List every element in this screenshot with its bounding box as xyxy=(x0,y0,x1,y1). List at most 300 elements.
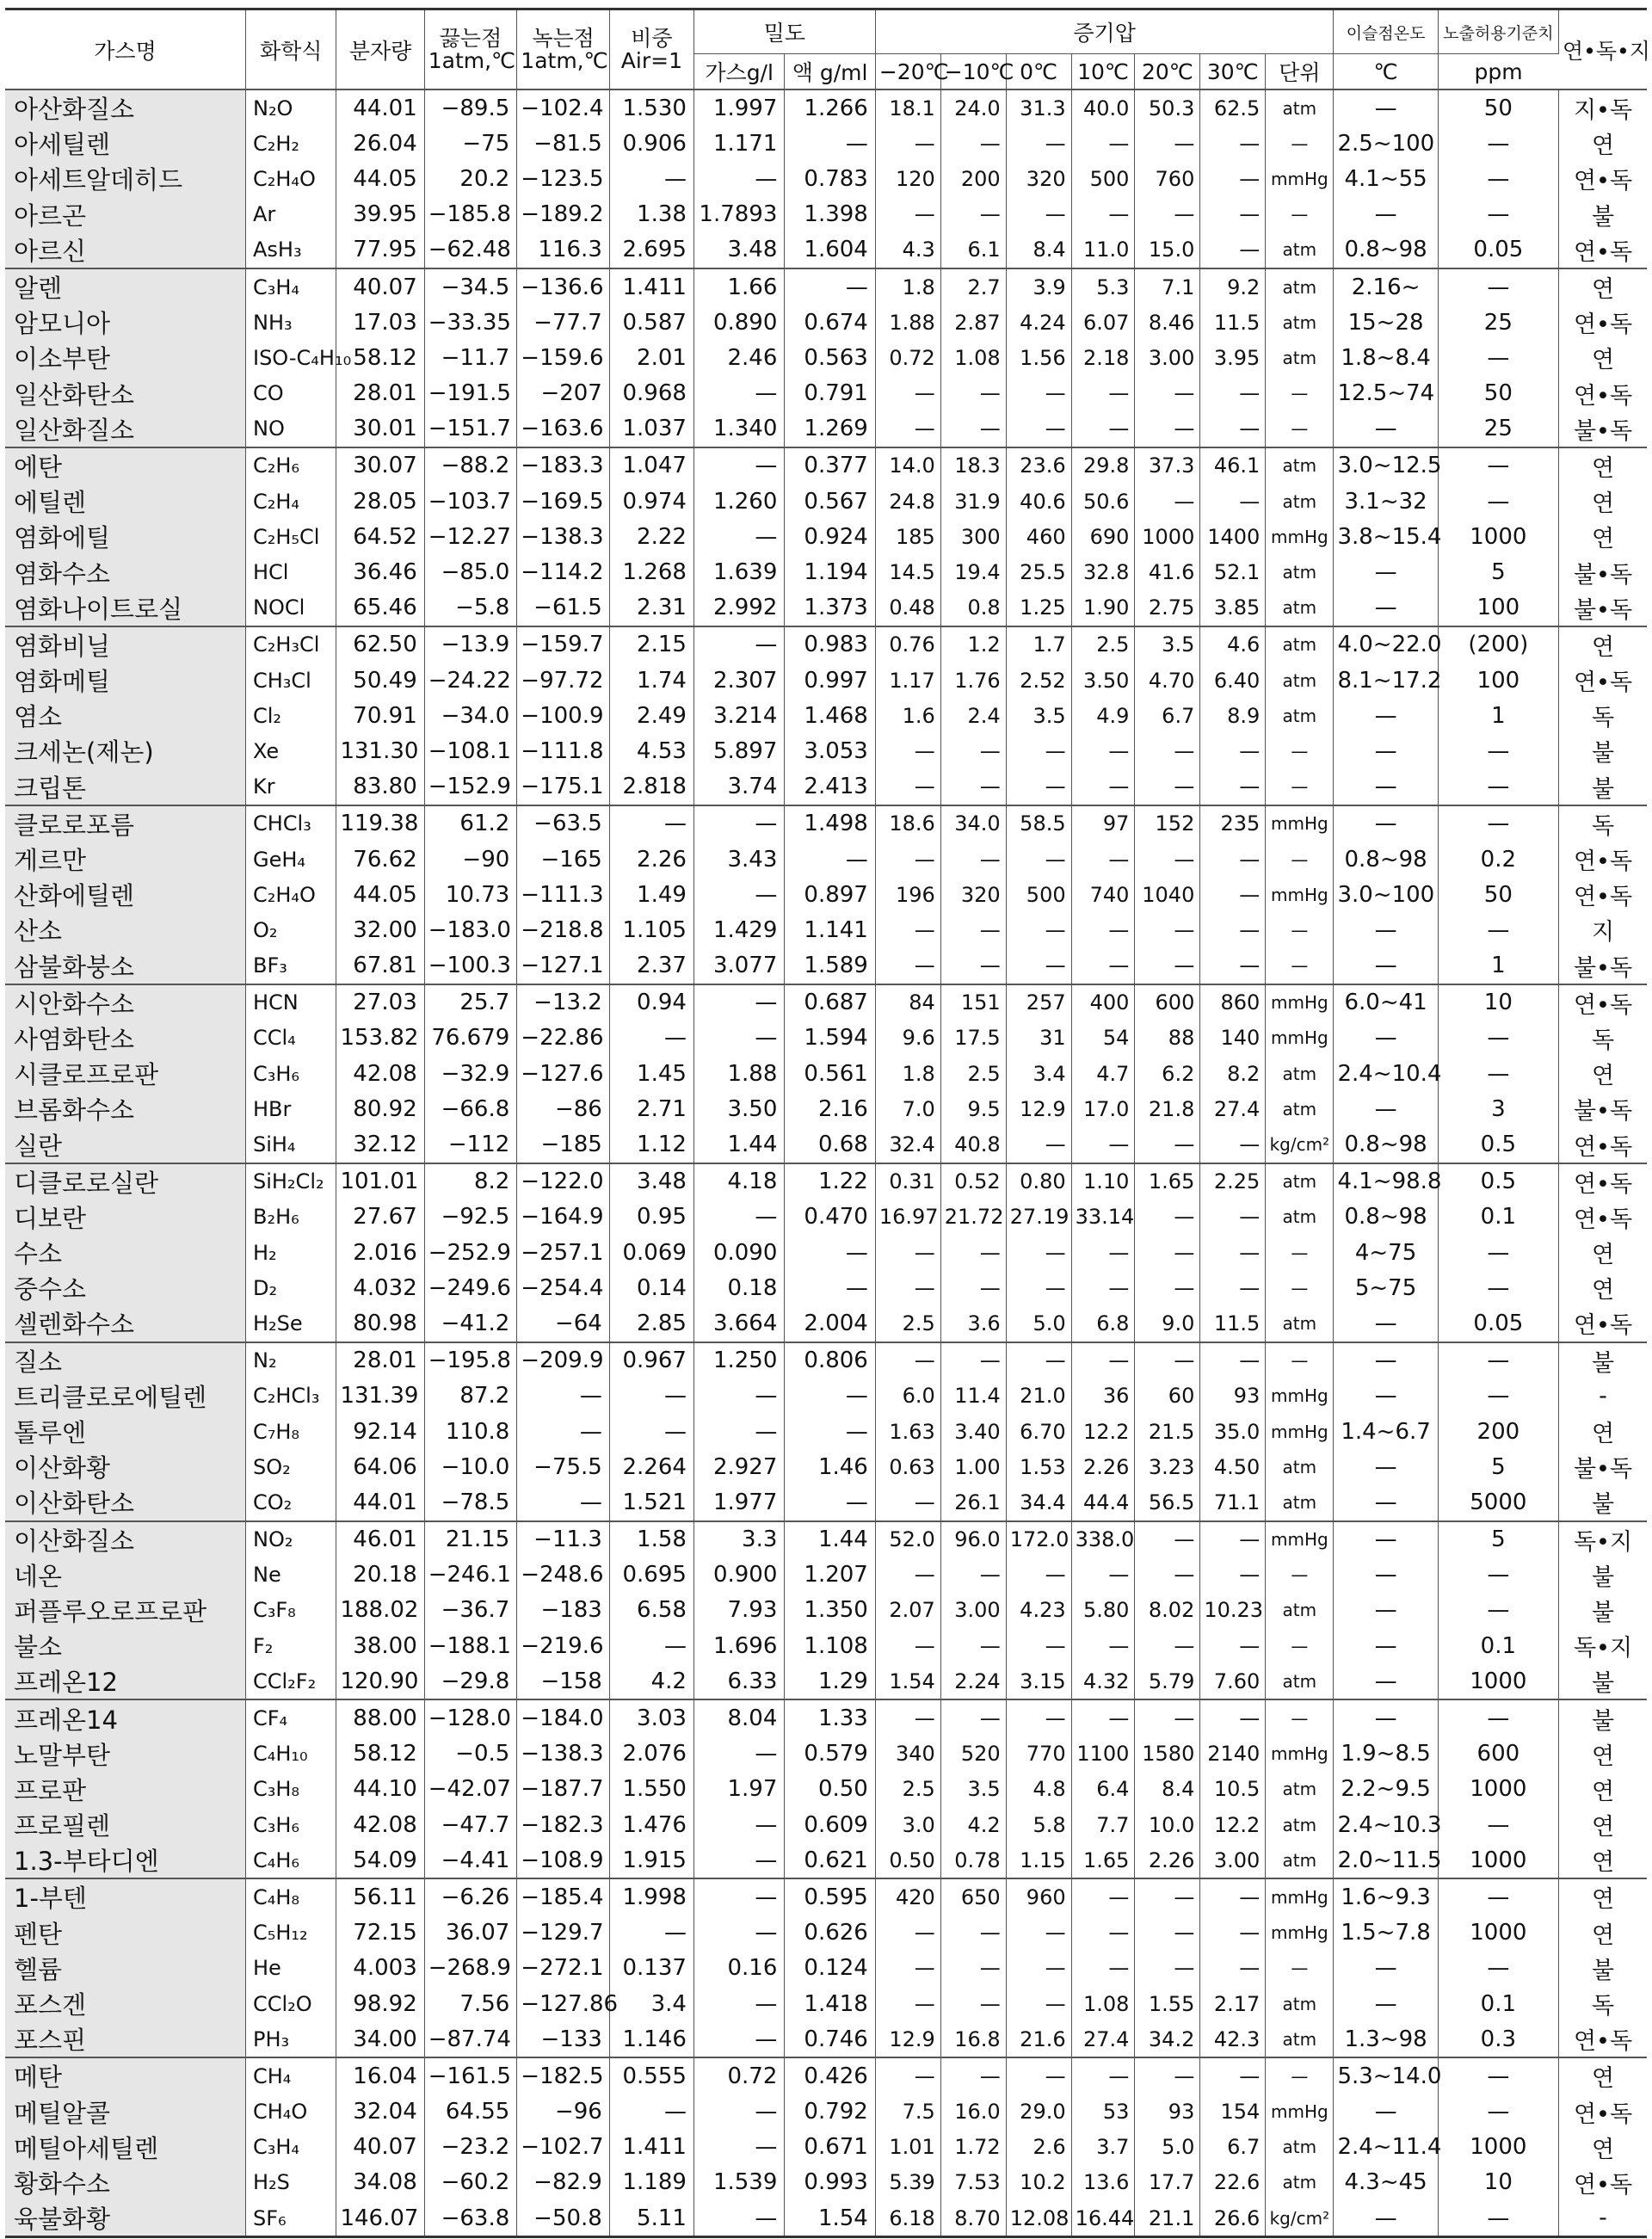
density-liquid-cell: — xyxy=(785,1379,875,1414)
vp-10-cell: 1.65 xyxy=(1071,1842,1135,1878)
exposure-limit-cell: 0.5 xyxy=(1438,1126,1558,1163)
density-liquid-cell: 1.44 xyxy=(785,1521,875,1557)
vp-10-cell: 740 xyxy=(1071,877,1135,912)
dew-point-cell: — xyxy=(1334,1951,1438,1986)
dew-point-cell: 0.8~98 xyxy=(1334,1200,1438,1235)
boiling-point-cell: 76.679 xyxy=(424,1021,517,1056)
vp-30-cell: 10.23 xyxy=(1200,1593,1266,1628)
melting-point-cell: −185.4 xyxy=(517,1878,610,1915)
vp-30-cell: 71.1 xyxy=(1200,1484,1266,1520)
vp-minus20-cell: 24.8 xyxy=(875,484,940,519)
vp-minus20-cell: 3.0 xyxy=(875,1807,940,1842)
vp-10-cell: 690 xyxy=(1071,519,1135,554)
vp-20-cell: 15.0 xyxy=(1135,232,1200,268)
vp-minus20-cell: 7.5 xyxy=(875,2094,940,2130)
exposure-limit-cell: 5 xyxy=(1438,554,1558,589)
vp-20-cell: — xyxy=(1135,912,1200,947)
gas-name-cell: 포스겐 xyxy=(5,1986,245,2021)
dew-point-cell: — xyxy=(1334,733,1438,768)
formula-cell: Kr xyxy=(245,769,336,805)
molecular-weight-cell: 44.05 xyxy=(336,877,424,912)
vp-30-cell: 2.17 xyxy=(1200,1986,1266,2021)
exposure-limit-cell: — xyxy=(1438,1878,1558,1915)
dew-point-cell: 2.4~10.4 xyxy=(1334,1056,1438,1091)
vp-30-cell: 11.5 xyxy=(1200,1305,1266,1342)
table-row xyxy=(5,1091,1647,1126)
exposure-limit-cell: 100 xyxy=(1438,663,1558,698)
vp-10-cell: 500 xyxy=(1071,161,1135,196)
table-row xyxy=(5,842,1647,877)
vp-30-cell: — xyxy=(1200,232,1266,268)
specific-gravity-cell: 4.53 xyxy=(609,733,693,768)
dew-point-cell: 4.0~22.0 xyxy=(1334,626,1438,663)
gas-name-cell: 메틸알콜 xyxy=(5,2094,245,2130)
gas-name-cell: 아르곤 xyxy=(5,197,245,232)
melting-point-cell: −183.3 xyxy=(517,447,610,484)
melting-point-cell: −219.6 xyxy=(517,1628,610,1663)
classification-cell: 연•독 xyxy=(1573,311,1633,339)
vp-0-cell: 31 xyxy=(1006,1021,1071,1056)
melting-point-cell: 116.3 xyxy=(517,232,610,268)
vp-0-cell: 1.7 xyxy=(1006,626,1071,663)
vp-20-cell: 1.55 xyxy=(1135,1986,1200,2021)
density-gas-cell: — xyxy=(693,2200,784,2237)
exposure-limit-cell: 25 xyxy=(1438,411,1558,447)
vp-0-cell: 10.2 xyxy=(1006,2165,1071,2200)
vp-unit-cell: — xyxy=(1266,1270,1334,1305)
table-row xyxy=(5,2165,1647,2200)
table-row xyxy=(5,1126,1647,1163)
table-row xyxy=(5,877,1647,912)
vp-10-cell: — xyxy=(1071,1699,1135,1736)
vp-0-cell: — xyxy=(1006,912,1071,947)
vp-10-cell: 13.6 xyxy=(1071,2165,1135,2200)
classification-cell: 연•독 xyxy=(1573,669,1633,697)
vp-30-cell: — xyxy=(1200,877,1266,912)
classification-cell: 연 xyxy=(1591,526,1615,553)
vp-30-cell: 8.9 xyxy=(1200,698,1266,733)
vp-unit-cell: mmHg xyxy=(1266,519,1334,554)
gas-name-cell: 포스핀 xyxy=(5,2021,245,2057)
formula-cell: Xe xyxy=(245,733,336,768)
vp-minus20-cell: 2.5 xyxy=(875,1772,940,1807)
boiling-point-cell: 36.07 xyxy=(424,1915,517,1951)
table-row xyxy=(5,268,1647,305)
vp-0-cell: — xyxy=(1006,1235,1071,1270)
vp-20-cell: — xyxy=(1135,1235,1200,1270)
vp-10-cell: 27.4 xyxy=(1071,2021,1135,2057)
vp-minus10-cell: 9.5 xyxy=(940,1091,1006,1126)
boiling-point-cell: −152.9 xyxy=(424,769,517,805)
vp-20-cell: — xyxy=(1135,1521,1200,1557)
vp-30-cell: — xyxy=(1200,1699,1266,1736)
classification-cell: 불•독 xyxy=(1573,1098,1633,1126)
vp-minus10-cell: — xyxy=(940,1699,1006,1736)
vp-unit-cell: atm xyxy=(1266,590,1334,626)
vp-unit-cell: atm xyxy=(1266,1163,1334,1200)
vp-minus20-cell: 18.6 xyxy=(875,805,940,842)
density-gas-cell: — xyxy=(693,1200,784,1235)
vp-10-cell: 16.44 xyxy=(1071,2200,1135,2237)
molecular-weight-cell: 2.016 xyxy=(336,1235,424,1270)
vp-0-cell: — xyxy=(1006,1986,1071,2021)
exposure-limit-cell: — xyxy=(1438,1593,1558,1628)
vp-0-cell: — xyxy=(1006,376,1071,411)
vp-minus10-cell: 6.1 xyxy=(940,232,1006,268)
specific-gravity-cell: — xyxy=(609,1021,693,1056)
density-gas-cell: 0.090 xyxy=(693,1235,784,1270)
melting-point-cell: −127.6 xyxy=(517,1056,610,1091)
molecular-weight-cell: 34.08 xyxy=(336,2165,424,2200)
vp-minus10-cell: — xyxy=(940,1270,1006,1305)
vp-unit-cell: atm xyxy=(1266,1484,1334,1520)
formula-cell: C₂H₃Cl xyxy=(245,626,336,663)
vp-minus10-cell: 1.00 xyxy=(940,1449,1006,1484)
vp-minus20-cell: — xyxy=(875,842,940,877)
vp-20-cell: — xyxy=(1135,1878,1200,1915)
formula-cell: PH₃ xyxy=(245,2021,336,2057)
dew-point-cell: — xyxy=(1334,1484,1438,1520)
vp-unit-cell: mmHg xyxy=(1266,1021,1334,1056)
boiling-point-cell: −195.8 xyxy=(424,1342,517,1379)
vp-minus10-cell: 0.8 xyxy=(940,590,1006,626)
classification-cell: 독 xyxy=(1591,705,1615,732)
vp-minus20-cell: 1.6 xyxy=(875,698,940,733)
vp-0-cell: 3.9 xyxy=(1006,268,1071,305)
vp-unit-cell: atm xyxy=(1266,2165,1334,2200)
vp-minus10-cell: 200 xyxy=(940,161,1006,196)
vp-0-cell: 25.5 xyxy=(1006,554,1071,589)
density-liquid-cell: 0.791 xyxy=(785,376,875,411)
molecular-weight-cell: 54.09 xyxy=(336,1842,424,1878)
dew-point-cell: — xyxy=(1334,590,1438,626)
density-gas-cell: — xyxy=(693,984,784,1021)
specific-gravity-cell: 2.264 xyxy=(609,1449,693,1484)
exposure-limit-cell: 200 xyxy=(1438,1414,1558,1449)
vp-10-cell: — xyxy=(1071,126,1135,161)
gas-name-cell: 황화수소 xyxy=(5,2165,245,2200)
melting-point-cell: −164.9 xyxy=(517,1200,610,1235)
gas-name-cell: 게르만 xyxy=(5,842,245,877)
table-row xyxy=(5,984,1647,1021)
vp-unit-cell: atm xyxy=(1266,340,1334,375)
boiling-point-cell: −191.5 xyxy=(424,376,517,411)
vp-30-cell: 7.60 xyxy=(1200,1663,1266,1699)
vp-30-cell: — xyxy=(1200,411,1266,447)
vp-20-cell: — xyxy=(1135,1557,1200,1593)
vp-20-cell: 8.46 xyxy=(1135,305,1200,340)
specific-gravity-cell: 1.12 xyxy=(609,1126,693,1163)
vp-30-cell: — xyxy=(1200,161,1266,196)
vp-minus20-cell: — xyxy=(875,1342,940,1379)
classification-cell: 연•독 xyxy=(1573,168,1633,195)
col-header-boiling-point-title: 끓는점 xyxy=(439,25,502,51)
dew-point-cell: 1.5~7.8 xyxy=(1334,1915,1438,1951)
vp-20-cell: 3.5 xyxy=(1135,626,1200,663)
table-row xyxy=(5,519,1647,554)
dew-point-cell: — xyxy=(1334,1986,1438,2021)
vp-minus20-cell: 1.01 xyxy=(875,2130,940,2165)
formula-cell: NO xyxy=(245,411,336,447)
exposure-limit-cell: 25 xyxy=(1438,305,1558,340)
col-header-name: 가스명 xyxy=(5,9,245,90)
density-liquid-cell: 1.29 xyxy=(785,1663,875,1699)
molecular-weight-cell: 28.01 xyxy=(336,1342,424,1379)
classification-cell: 불 xyxy=(1591,1564,1615,1591)
formula-cell: NO₂ xyxy=(245,1521,336,1557)
vp-30-cell: 154 xyxy=(1200,2094,1266,2130)
dew-point-cell: 3.1~32 xyxy=(1334,484,1438,519)
melting-point-cell: −64 xyxy=(517,1305,610,1342)
table-row xyxy=(5,1986,1647,2021)
density-gas-cell: 1.977 xyxy=(693,1484,784,1520)
vp-unit-cell: — xyxy=(1266,912,1334,947)
exposure-limit-cell: 0.1 xyxy=(1438,1628,1558,1663)
vp-10-cell: — xyxy=(1071,842,1135,877)
boiling-point-cell: −75 xyxy=(424,126,517,161)
melting-point-cell: −159.7 xyxy=(517,626,610,663)
specific-gravity-cell: — xyxy=(609,1628,693,1663)
boiling-point-cell: 110.8 xyxy=(424,1414,517,1449)
vp-30-cell: 93 xyxy=(1200,1379,1266,1414)
vp-20-cell: — xyxy=(1135,1628,1200,1663)
specific-gravity-cell: 0.695 xyxy=(609,1557,693,1593)
classification-cell: 불 xyxy=(1591,1599,1615,1626)
vp-unit-cell: atm xyxy=(1266,2130,1334,2165)
vp-unit-cell: — xyxy=(1266,948,1334,984)
boiling-point-cell: 7.56 xyxy=(424,1986,517,2021)
vp-30-cell: — xyxy=(1200,484,1266,519)
classification-cell: 독•지 xyxy=(1573,1635,1633,1662)
melting-point-cell: −184.0 xyxy=(517,1699,610,1736)
vp-minus20-cell: 32.4 xyxy=(875,1126,940,1163)
density-liquid-cell: 1.468 xyxy=(785,698,875,733)
col-header-density-gas: 가스g/l xyxy=(693,54,784,90)
density-gas-cell: — xyxy=(693,877,784,912)
specific-gravity-cell: 3.03 xyxy=(609,1699,693,1736)
boiling-point-cell: −23.2 xyxy=(424,2130,517,2165)
table-row xyxy=(5,1449,1647,1484)
density-gas-cell: 1.97 xyxy=(693,1772,784,1807)
vp-minus10-cell: — xyxy=(940,1986,1006,2021)
specific-gravity-cell: 0.069 xyxy=(609,1235,693,1270)
vp-unit-cell: atm xyxy=(1266,1842,1334,1878)
boiling-point-cell: −66.8 xyxy=(424,1091,517,1126)
vp-minus10-cell: 3.40 xyxy=(940,1414,1006,1449)
vp-20-cell: 93 xyxy=(1135,2094,1200,2130)
density-gas-cell: 1.429 xyxy=(693,912,784,947)
vp-20-cell: 37.3 xyxy=(1135,447,1200,484)
vp-minus10-cell: — xyxy=(940,842,1006,877)
boiling-point-cell: −4.41 xyxy=(424,1842,517,1878)
vp-30-cell: 9.2 xyxy=(1200,268,1266,305)
vp-20-cell: — xyxy=(1135,1270,1200,1305)
vp-0-cell: 21.6 xyxy=(1006,2021,1071,2057)
specific-gravity-cell: 1.530 xyxy=(609,89,693,126)
vp-minus20-cell: 1.17 xyxy=(875,663,940,698)
vp-30-cell: 12.2 xyxy=(1200,1807,1266,1842)
vp-minus10-cell: 2.5 xyxy=(940,1056,1006,1091)
vp-minus20-cell: — xyxy=(875,948,940,984)
gas-name-cell: 염화비닐 xyxy=(5,626,245,663)
table-row xyxy=(5,1915,1647,1951)
exposure-limit-cell: — xyxy=(1438,2057,1558,2094)
density-gas-cell: — xyxy=(693,1878,784,1915)
density-gas-cell: 2.992 xyxy=(693,590,784,626)
specific-gravity-cell: 2.71 xyxy=(609,1091,693,1126)
table-row xyxy=(5,554,1647,589)
vp-20-cell: — xyxy=(1135,197,1200,232)
vp-20-cell: — xyxy=(1135,948,1200,984)
vp-0-cell: 460 xyxy=(1006,519,1071,554)
dew-point-cell: 2.4~10.3 xyxy=(1334,1807,1438,1842)
vp-minus20-cell: — xyxy=(875,2057,940,2094)
boiling-point-cell: 10.73 xyxy=(424,877,517,912)
vp-20-cell: 6.2 xyxy=(1135,1056,1200,1091)
table-row xyxy=(5,1200,1647,1235)
molecular-weight-cell: 56.11 xyxy=(336,1878,424,1915)
gas-name-cell: 시안화수소 xyxy=(5,984,245,1021)
formula-cell: HCN xyxy=(245,984,336,1021)
vp-minus10-cell: 96.0 xyxy=(940,1521,1006,1557)
vp-0-cell: 257 xyxy=(1006,984,1071,1021)
vp-unit-cell: mmHg xyxy=(1266,1414,1334,1449)
table-row xyxy=(5,1270,1647,1305)
formula-cell: C₃H₄ xyxy=(245,2130,336,2165)
density-liquid-cell: 0.68 xyxy=(785,1126,875,1163)
vp-unit-cell: atm xyxy=(1266,1449,1334,1484)
formula-cell: GeH₄ xyxy=(245,842,336,877)
formula-cell: C₄H₈ xyxy=(245,1878,336,1915)
melting-point-cell: −136.6 xyxy=(517,268,610,305)
vp-30-cell: 3.85 xyxy=(1200,590,1266,626)
density-liquid-cell: 0.783 xyxy=(785,161,875,196)
col-header-specific-gravity-title: 비중 xyxy=(631,25,673,51)
molecular-weight-cell: 77.95 xyxy=(336,232,424,268)
specific-gravity-cell: — xyxy=(609,1915,693,1951)
exposure-limit-cell: — xyxy=(1438,161,1558,196)
col-header-melting-point-unit: 1atm,℃ xyxy=(521,47,608,73)
vp-minus10-cell: 24.0 xyxy=(940,89,1006,126)
classification-cell: 연 xyxy=(1591,490,1615,518)
vp-20-cell: 1040 xyxy=(1135,877,1200,912)
vp-30-cell: — xyxy=(1200,733,1266,768)
gas-name-cell: 프로필렌 xyxy=(5,1807,245,1842)
dew-point-cell: 3.0~100 xyxy=(1334,877,1438,912)
vp-unit-cell: kg/cm² xyxy=(1266,1126,1334,1163)
vp-unit-cell: atm xyxy=(1266,1200,1334,1235)
molecular-weight-cell: 120.90 xyxy=(336,1663,424,1699)
molecular-weight-cell: 80.98 xyxy=(336,1305,424,1342)
vp-10-cell: 1.08 xyxy=(1071,1986,1135,2021)
vp-30-cell: 1400 xyxy=(1200,519,1266,554)
vp-10-cell: 50.6 xyxy=(1071,484,1135,519)
vp-20-cell: — xyxy=(1135,1126,1200,1163)
vp-minus20-cell: 1.54 xyxy=(875,1663,940,1699)
melting-point-cell: −183 xyxy=(517,1593,610,1628)
molecular-weight-cell: 58.12 xyxy=(336,340,424,375)
gas-name-cell: 트리클로로에틸렌 xyxy=(5,1379,245,1414)
vp-minus20-cell: — xyxy=(875,1951,940,1986)
vp-unit-cell: mmHg xyxy=(1266,1736,1334,1772)
vp-minus10-cell: 1.2 xyxy=(940,626,1006,663)
vp-20-cell: — xyxy=(1135,484,1200,519)
vp-10-cell: — xyxy=(1071,912,1135,947)
density-gas-cell: — xyxy=(693,519,784,554)
boiling-point-cell: −268.9 xyxy=(424,1951,517,1986)
boiling-point-cell: −252.9 xyxy=(424,1235,517,1270)
classification-cell: 연 xyxy=(1558,447,1647,484)
density-liquid-cell: 1.398 xyxy=(785,197,875,232)
formula-cell: C₅H₁₂ xyxy=(245,1915,336,1951)
vp-10-cell: 3.50 xyxy=(1071,663,1135,698)
vp-minus20-cell: 0.31 xyxy=(875,1163,940,1200)
vp-10-cell: 3.7 xyxy=(1071,2130,1135,2165)
dew-point-cell: — xyxy=(1334,2200,1438,2237)
density-gas-cell: — xyxy=(693,1736,784,1772)
density-liquid-cell: — xyxy=(785,268,875,305)
boiling-point-cell: −5.8 xyxy=(424,590,517,626)
boiling-point-cell: −246.1 xyxy=(424,1557,517,1593)
col-header-boiling-point xyxy=(424,9,517,90)
vp-0-cell: 5.0 xyxy=(1006,1305,1071,1342)
dew-point-cell: 4.3~45 xyxy=(1334,2165,1438,2200)
classification-cell: 불•독 xyxy=(1573,596,1633,624)
density-liquid-cell: 0.50 xyxy=(785,1772,875,1807)
table-row xyxy=(5,1663,1647,1699)
vp-30-cell: 860 xyxy=(1200,984,1266,1021)
density-liquid-cell: 0.993 xyxy=(785,2165,875,2200)
table-row xyxy=(5,1305,1647,1342)
dew-point-cell: 0.8~98 xyxy=(1334,232,1438,268)
gas-name-cell: 아세틸렌 xyxy=(5,126,245,161)
density-liquid-cell: 0.897 xyxy=(785,877,875,912)
vp-10-cell: 36 xyxy=(1071,1379,1135,1414)
molecular-weight-cell: 32.00 xyxy=(336,912,424,947)
classification-cell: 연•독 xyxy=(1573,1206,1633,1233)
vp-10-cell: 2.26 xyxy=(1071,1449,1135,1484)
specific-gravity-cell: 5.11 xyxy=(609,2200,693,2237)
melting-point-cell: −108.9 xyxy=(517,1842,610,1878)
specific-gravity-cell: — xyxy=(609,161,693,196)
gas-name-cell: 이산화질소 xyxy=(5,1521,245,1557)
vp-10-cell: 40.0 xyxy=(1071,89,1135,126)
density-gas-cell: 1.171 xyxy=(693,126,784,161)
vp-0-cell: — xyxy=(1006,1915,1071,1951)
vp-30-cell: 11.5 xyxy=(1200,305,1266,340)
col-header-vp-20: 20℃ xyxy=(1135,54,1200,90)
vp-unit-cell: atm xyxy=(1266,268,1334,305)
vp-minus10-cell: 3.6 xyxy=(940,1305,1006,1342)
col-header-specific-gravity-unit: Air=1 xyxy=(620,47,682,73)
boiling-point-cell: −78.5 xyxy=(424,1484,517,1520)
vp-0-cell: — xyxy=(1006,197,1071,232)
gas-name-cell: 육불화황 xyxy=(5,2200,245,2237)
specific-gravity-cell: 1.45 xyxy=(609,1056,693,1091)
vp-10-cell: — xyxy=(1071,1628,1135,1663)
melting-point-cell: −122.0 xyxy=(517,1163,610,1200)
specific-gravity-cell: 1.037 xyxy=(609,411,693,447)
col-header-vp-minus20: −20℃ xyxy=(875,54,940,90)
formula-cell: B₂H₆ xyxy=(245,1200,336,1235)
vp-unit-cell: — xyxy=(1266,197,1334,232)
exposure-limit-cell: — xyxy=(1438,1235,1558,1270)
vp-30-cell: 62.5 xyxy=(1200,89,1266,126)
exposure-limit-cell: 100 xyxy=(1438,590,1558,626)
vp-minus20-cell: — xyxy=(875,1986,940,2021)
exposure-limit-cell: — xyxy=(1438,447,1558,484)
vp-10-cell: 54 xyxy=(1071,1021,1135,1056)
